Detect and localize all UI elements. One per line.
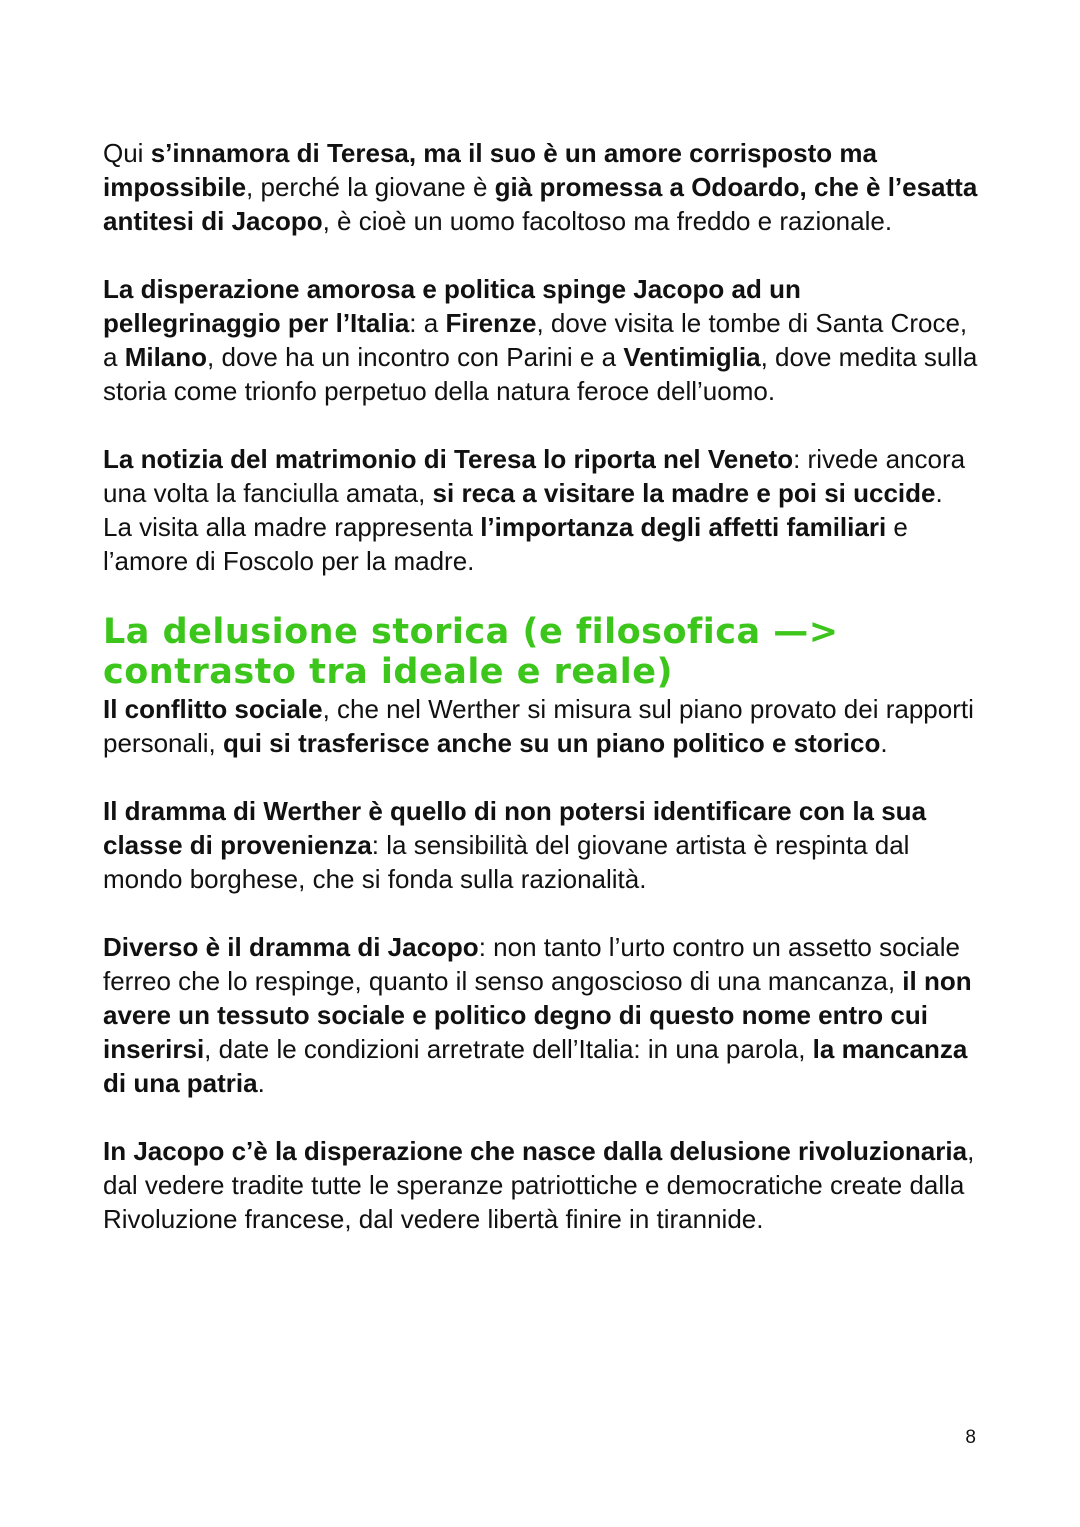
text-run: : rivede ancora una volta la fanciulla amata,	[103, 444, 966, 508]
paragraph-pellegrinaggio	[103, 272, 983, 408]
bold-text: qui si trasferisce anche su un piano politico e storico	[222, 728, 881, 758]
text-run: e l’amore di Foscolo per la madre.	[103, 512, 908, 576]
paragraph-matrimonio	[103, 442, 983, 510]
bold-text: La notizia del matrimonio di Teresa lo riporta nel Veneto	[103, 444, 794, 474]
bold-text: Milano	[124, 342, 208, 372]
paragraph-visita-madre	[103, 510, 983, 578]
bold-text: s’innamora di Teresa, ma il suo è un amore corrisposto ma impossibile	[103, 138, 877, 202]
text-run: , dal vedere tradite tutte le speranze patriottiche e democratiche create dalla Rivoluzione francese, dal vedere libertà finire in tirannide.	[103, 1136, 975, 1234]
paragraph-conflitto-sociale	[103, 692, 983, 760]
text-run: , dove ha un incontro con Parini e a	[207, 342, 624, 372]
bold-text: Firenze	[445, 308, 537, 338]
page-number: 8	[965, 1427, 976, 1448]
text-run: : la sensibilità del giovane artista è respinta dal mondo borghese, che si fonda sulla razionalità.	[103, 830, 910, 894]
text-run: , date le condizioni arretrate dell’Italia: in una parola,	[204, 1034, 813, 1064]
paragraph-delusione-rivoluzionaria	[103, 1134, 983, 1236]
text-run: , che nel Werther si misura sul piano provato dei rapporti personali,	[103, 694, 974, 758]
text-run: .	[880, 728, 888, 758]
bold-text: Il conflitto sociale	[103, 694, 323, 724]
bold-text: Diverso è il dramma di Jacopo	[103, 932, 479, 962]
paragraph-teresa	[103, 136, 983, 238]
bold-text: Il dramma di Werther è quello di non potersi identificare con la sua classe di provenienza	[103, 796, 927, 860]
text-run: Qui	[103, 138, 151, 168]
bold-text: In Jacopo c’è la disperazione che nasce dalla delusione rivoluzionaria	[103, 1136, 968, 1166]
section-heading: La delusione storica (e filosofica —> contrasto tra ideale e reale)	[103, 612, 839, 692]
bold-text: Ventimiglia	[623, 342, 761, 372]
text-run: , dove visita le tombe di Santa Croce, a	[103, 308, 968, 372]
paragraph-dramma-werther	[103, 794, 983, 896]
text-run: , è cioè un uomo facoltoso ma freddo e razionale.	[322, 206, 893, 236]
paragraph-dramma-jacopo	[103, 930, 983, 1100]
text-run: , dove medita sulla storia come trionfo perpetuo della natura feroce dell’uomo.	[103, 342, 978, 406]
text-run: : a	[409, 308, 446, 338]
bold-text: La disperazione amorosa e politica spinge Jacopo ad un pellegrinaggio per l’Italia	[103, 274, 801, 338]
bold-text: si reca a visitare la madre e poi si uccide	[432, 478, 936, 508]
text-run: .	[935, 478, 943, 508]
bold-text: l’importanza degli affetti familiari	[480, 512, 887, 542]
bold-text: il non avere un tessuto sociale e politico degno di questo nome entro cui inserirsi	[103, 966, 972, 1064]
page-content	[103, 136, 983, 1270]
bold-text: già promessa a Odoardo, che è l’esatta antitesi di Jacopo	[103, 172, 978, 236]
text-run: : non tanto l’urto contro un assetto sociale ferreo che lo respinge, quanto il senso angoscioso di una mancanza,	[103, 932, 960, 996]
text-run: La visita alla madre rappresenta	[103, 512, 481, 542]
text-run: , perché la giovane è	[246, 172, 495, 202]
text-run: .	[257, 1068, 265, 1098]
bold-text: la mancanza di una patria	[103, 1034, 968, 1098]
